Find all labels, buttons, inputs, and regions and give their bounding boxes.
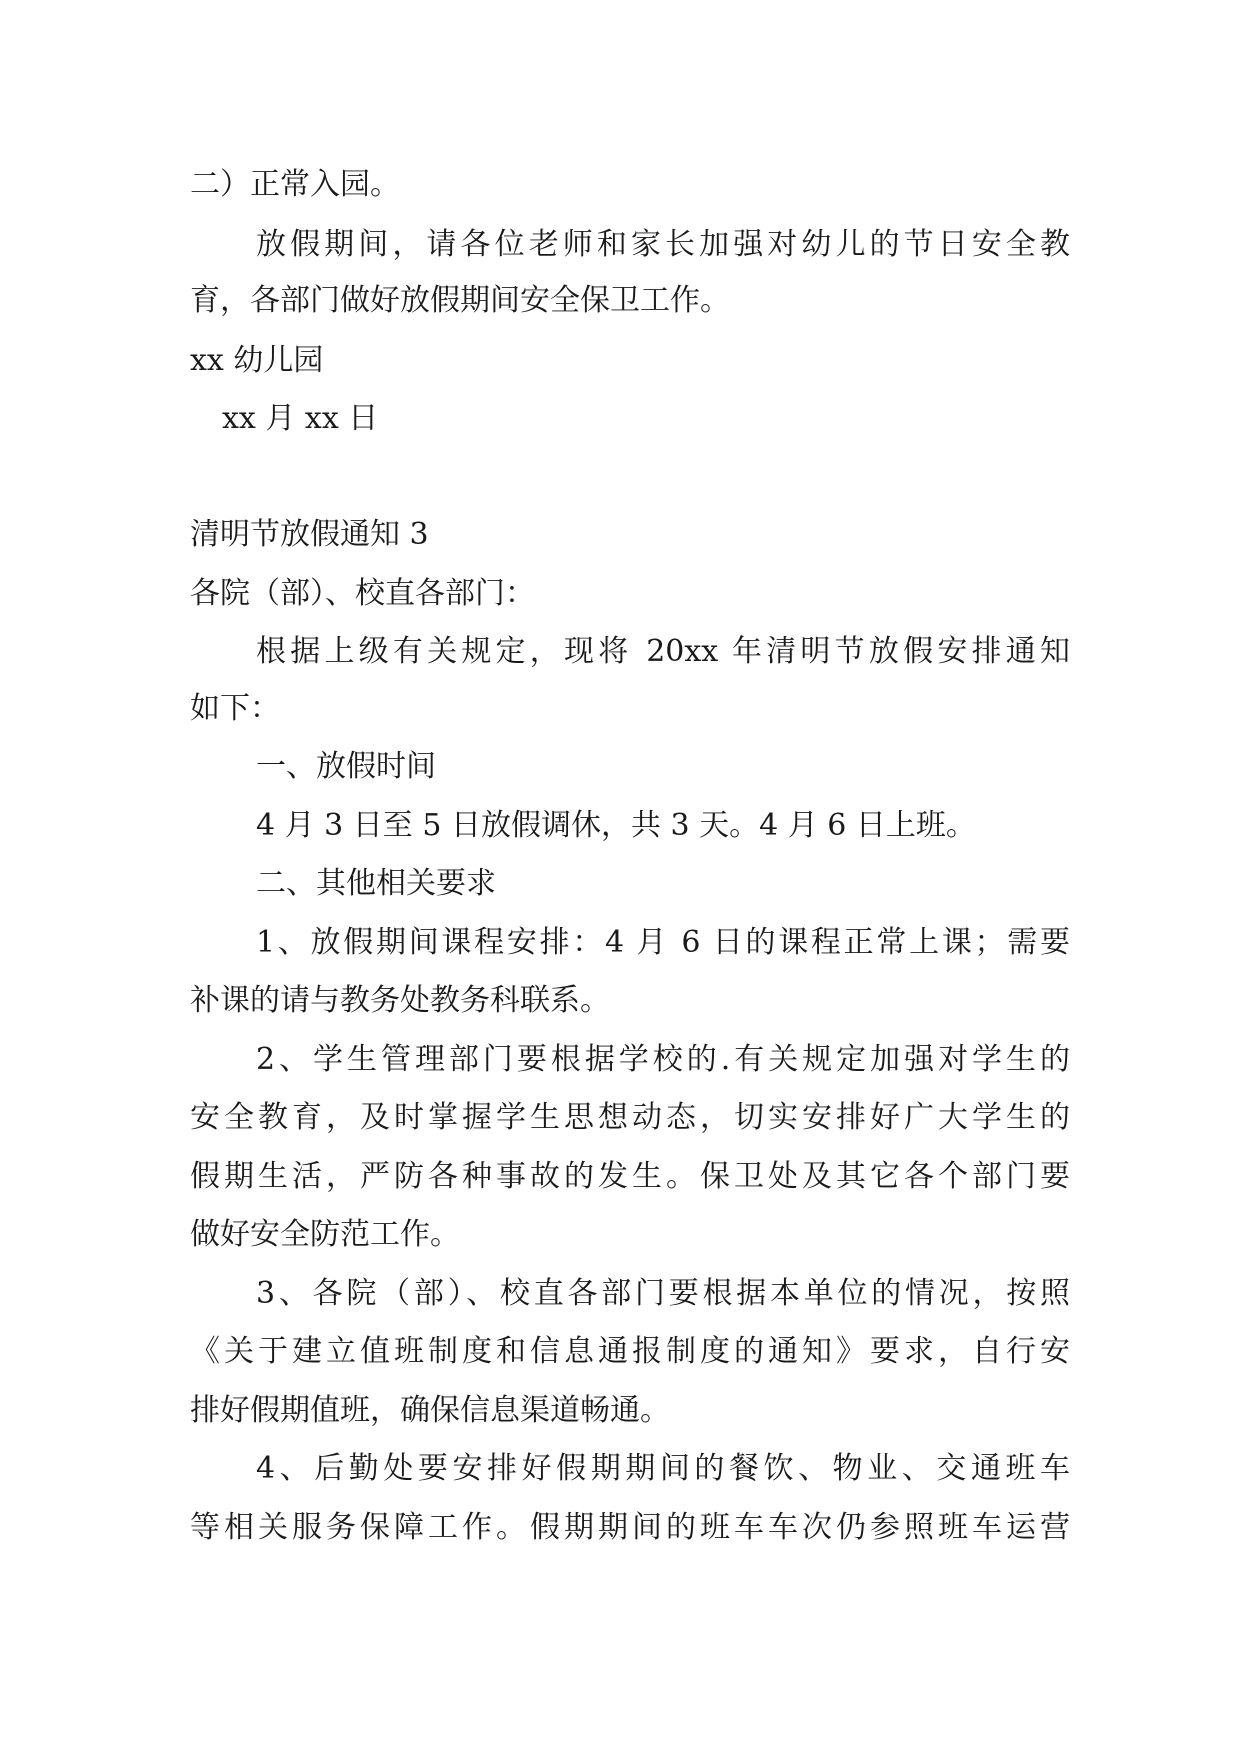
- text-line: 3、各院（部）、校直各部门要根据本单位的情况，按照: [256, 1276, 1070, 1311]
- text-line: 放假期间，请各位老师和家长加强对幼儿的节日安全教: [256, 227, 1070, 262]
- text-line: 如下：: [190, 691, 280, 726]
- text-line: 假期生活，严防各种事故的发生。保卫处及其它各个部门要: [190, 1159, 1070, 1194]
- text-line: 补课的请与教务处教务科联系。: [190, 983, 610, 1018]
- text-line: 排好假期值班，确保信息渠道畅通。: [190, 1393, 670, 1428]
- section-heading: 二、其他相关要求: [256, 866, 496, 901]
- text-line: 做好安全防范工作。: [190, 1217, 460, 1252]
- text-line: 安全教育，及时掌握学生思想动态，切实安排好广大学生的: [190, 1100, 1070, 1135]
- signature-org: xx 幼儿园: [190, 343, 324, 378]
- addressee: 各院（部）、校直各部门：: [190, 576, 535, 611]
- text-line: 二）正常入园。: [190, 167, 400, 202]
- notice-title: 清明节放假通知 3: [190, 517, 429, 552]
- text-line: 育，各部门做好放假期间安全保卫工作。: [190, 283, 730, 318]
- text-line: 1、放假期间课程安排：4 月 6 日的课程正常上课；需要: [256, 925, 1070, 960]
- text-line: 根据上级有关规定，现将 20xx 年清明节放假安排通知: [256, 634, 1070, 669]
- text-line: 等相关服务保障工作。假期期间的班车车次仍参照班车运营: [190, 1510, 1070, 1545]
- text-line: 《关于建立值班制度和信息通报制度的通知》要求，自行安: [190, 1334, 1070, 1369]
- section-heading: 一、放假时间: [256, 749, 436, 784]
- text-line: 4 月 3 日至 5 日放假调休，共 3 天。4 月 6 日上班。: [256, 808, 976, 843]
- text-line: 2、学生管理部门要根据学校的.有关规定加强对学生的: [256, 1042, 1070, 1077]
- text-line: 4、后勤处要安排好假期期间的餐饮、物业、交通班车: [256, 1451, 1070, 1486]
- signature-date: xx 月 xx 日: [222, 401, 379, 436]
